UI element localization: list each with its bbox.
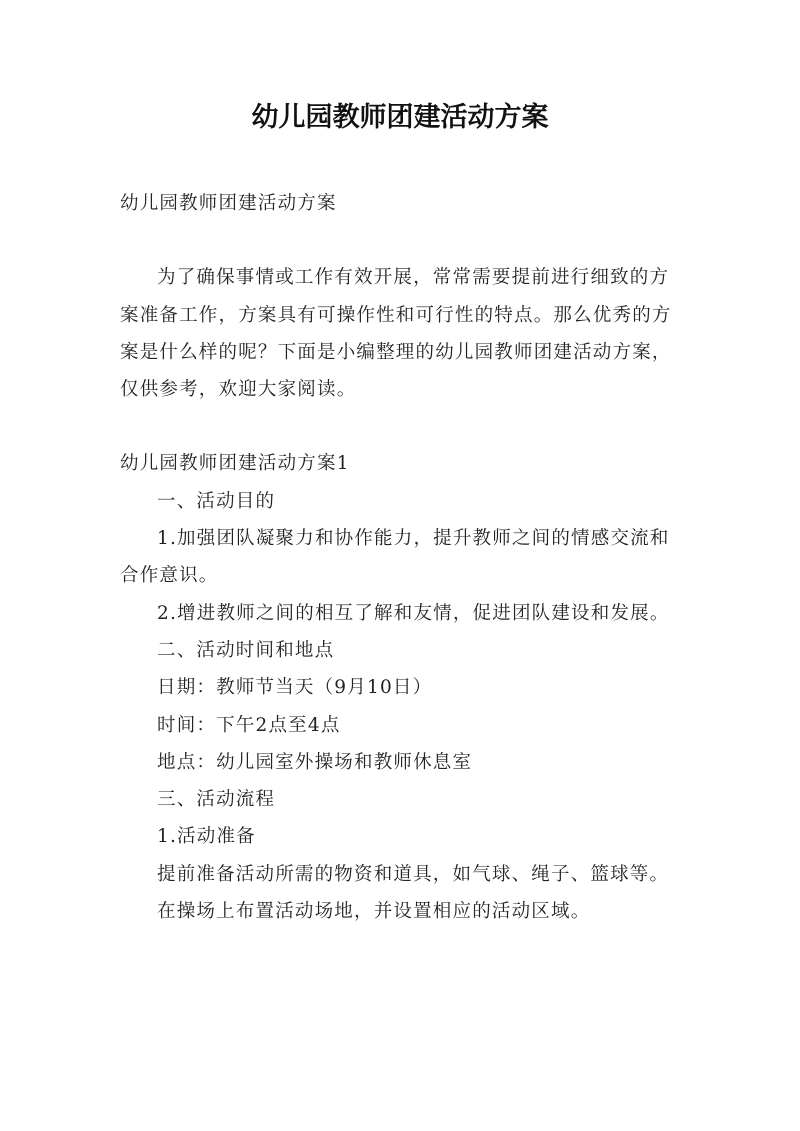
time-line: 时间：下午2点至4点 bbox=[157, 714, 341, 736]
document-subtitle: 幼儿园教师团建活动方案 bbox=[120, 193, 337, 214]
document-title: 幼儿园教师团建活动方案 bbox=[251, 102, 549, 133]
purpose-item-2: 2.增进教师之间的相互了解和友情，促进团队建设和发展。 bbox=[157, 602, 670, 624]
section-heading: 幼儿园教师团建活动方案1 bbox=[120, 453, 350, 475]
place-line: 地点：幼儿园室外操场和教师休息室 bbox=[157, 751, 473, 773]
heading-time-place: 二、活动时间和地点 bbox=[157, 639, 335, 661]
intro-paragraph: 为了确保事情或工作有效开展，常常需要提前进行细致的方案准备工作，方案具有可操作性和可行性的特点。那么优秀的方案是什么样的呢？下面是小编整理的幼儿园教师团建活动方案，仅供参考，欢迎大家阅读。 bbox=[120, 267, 672, 401]
process-step-1: 1.活动准备 bbox=[157, 826, 256, 848]
heading-process: 三、活动流程 bbox=[157, 789, 276, 811]
heading-purpose: 一、活动目的 bbox=[157, 490, 276, 512]
prep-item-1: 提前准备活动所需的物资和道具，如气球、绳子、篮球等。 bbox=[157, 863, 670, 885]
date-line: 日期：教师节当天（9月10日） bbox=[157, 677, 433, 699]
purpose-item-1: 1.加强团队凝聚力和协作能力，提升教师之间的情感交流和合作意识。 bbox=[120, 528, 670, 587]
document-body bbox=[120, 185, 680, 930]
prep-item-2: 在操场上布置活动场地，并设置相应的活动区域。 bbox=[157, 901, 591, 923]
